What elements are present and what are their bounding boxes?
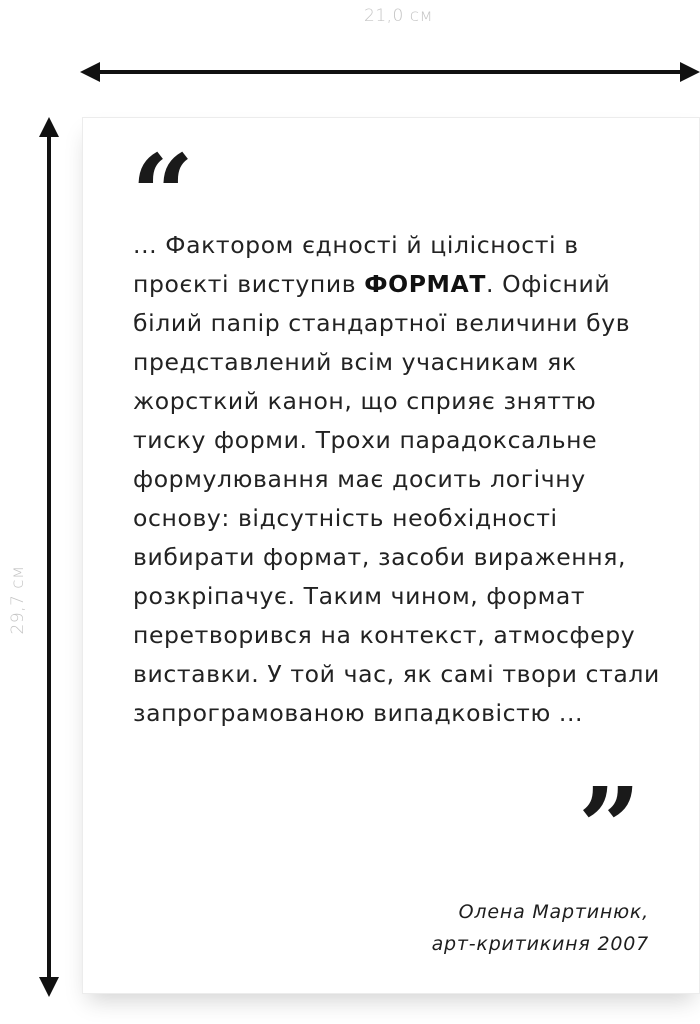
width-dimension-label: 21,0 см [364,6,433,26]
quote-emphasis: ФОРМАТ [364,270,486,298]
quote-text-start: ... Фактором єдності й цілісності в проєкті виступив [133,231,579,298]
attribution-role: арт-критикиня 2007 [431,933,649,955]
height-dimension-label: 29,7 см [8,565,28,635]
height-arrow-icon [37,117,61,997]
close-quote-icon: ” [577,763,641,892]
a4-sheet [82,117,700,994]
attribution [432,896,649,960]
width-arrow-icon [80,60,700,84]
quote-text [133,226,673,733]
quote-text-end: . Офісний білий папір стандартної величини був представлений всім учасникам як жорсткий канон, що сприяє зняттю тиску форми. Трохи парадоксальне формулювання має досить логічну основу: відсутність необхідності вибирати формат, засоби вираження, розкріпачує. Таким чином, формат перетворився на контекст, атмосферу виставки. У той час, як самі твори стали запрограмованою випадковістю ... [133,270,660,727]
open-quote-icon: “ [131,130,195,259]
attribution-author: Олена Мартинюк, [458,901,649,923]
